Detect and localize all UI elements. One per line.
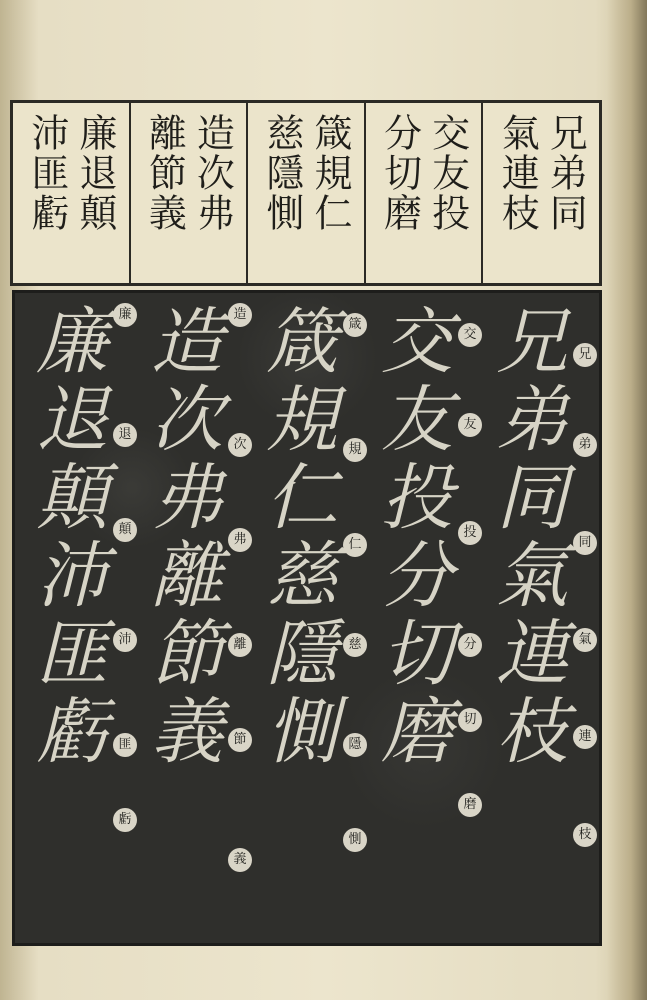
gloss-badge: 枝	[573, 823, 597, 847]
gloss-badge: 節	[228, 728, 252, 752]
gloss-badge: 匪	[113, 733, 137, 757]
page-edge-shadow	[607, 0, 647, 1000]
seal-column-5	[13, 103, 129, 283]
gloss-badge: 沛	[113, 628, 137, 652]
cursive-rubbing-panel	[12, 290, 602, 946]
seal-column-3	[246, 103, 364, 283]
gloss-badge: 切	[458, 708, 482, 732]
gloss-badge: 義	[228, 848, 252, 872]
gloss-badge: 顛	[113, 518, 137, 542]
seal-line: 慈隱惻	[260, 113, 305, 233]
seal-line: 離節義	[142, 113, 187, 233]
cursive-column-1	[485, 303, 597, 943]
gloss-badge: 退	[113, 423, 137, 447]
gloss-badge: 氣	[573, 628, 597, 652]
seal-line: 氣連枝	[495, 113, 540, 233]
cursive-column-3	[255, 303, 367, 943]
gloss-badge: 慈	[343, 633, 367, 657]
gloss-badge: 友	[458, 413, 482, 437]
cursive-text: 箴規仁慈隱惻	[254, 303, 338, 771]
gloss-badge: 仁	[343, 533, 367, 557]
cursive-column-4	[140, 303, 252, 943]
gloss-badge: 投	[458, 521, 482, 545]
gloss-badge: 兄	[573, 343, 597, 367]
seal-script-band	[10, 100, 602, 286]
cursive-text: 造次弗離節義	[139, 303, 223, 771]
cursive-column-5	[25, 303, 137, 943]
gloss-badge: 連	[573, 725, 597, 749]
gloss-badge: 磨	[458, 793, 482, 817]
seal-line: 造次弗	[190, 113, 235, 233]
seal-line: 交友投	[425, 113, 470, 233]
gloss-badge: 同	[573, 531, 597, 555]
seal-line: 箴規仁	[308, 113, 353, 233]
gloss-badge: 規	[343, 438, 367, 462]
seal-line: 沛匪虧	[24, 113, 69, 233]
seal-line: 分切磨	[377, 113, 422, 233]
gloss-badge: 分	[458, 633, 482, 657]
gloss-badge: 箴	[343, 313, 367, 337]
cursive-column-2	[370, 303, 482, 943]
seal-line: 兄弟同	[543, 113, 588, 233]
cursive-text: 廉退顛沛匪虧	[24, 303, 108, 771]
gloss-badge: 弟	[573, 433, 597, 457]
seal-column-1	[481, 103, 599, 283]
cursive-text: 交友投分切磨	[369, 303, 453, 771]
cursive-text: 兄弟同氣連枝	[484, 303, 568, 771]
seal-column-4	[129, 103, 247, 283]
gloss-badge: 隱	[343, 733, 367, 757]
gloss-badge: 廉	[113, 303, 137, 327]
seal-column-2	[364, 103, 482, 283]
gloss-badge: 交	[458, 323, 482, 347]
gloss-badge: 惻	[343, 828, 367, 852]
gloss-badge: 造	[228, 303, 252, 327]
gloss-badge: 虧	[113, 808, 137, 832]
gloss-badge: 弗	[228, 528, 252, 552]
gloss-badge: 次	[228, 433, 252, 457]
seal-line: 廉退顛	[72, 113, 117, 233]
gloss-badge: 離	[228, 633, 252, 657]
